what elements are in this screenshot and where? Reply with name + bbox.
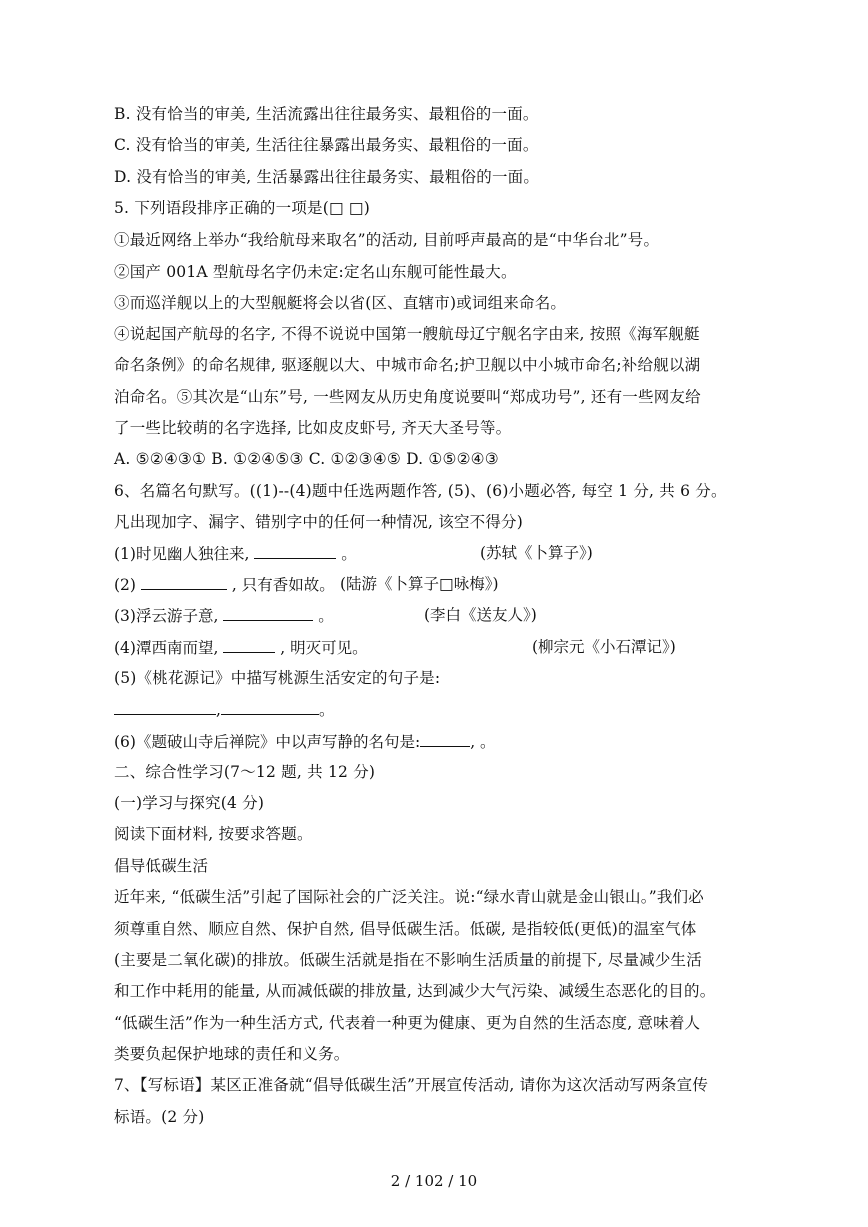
q6-item-1-prefix: (1)时见幽人独往来, (114, 545, 250, 563)
article-para-line-4: 和工作中耗用的能量, 从而减低碳的排放量, 达到减少大气污染、减缓生态恶化的目的。 (114, 982, 716, 1000)
page-number: 2 / 102 / 10 (390, 1172, 478, 1190)
article-para-line-6: 类要负起保护地球的责任和义务。 (114, 1045, 350, 1063)
q6-item-2-blank[interactable] (141, 573, 227, 590)
q6-item-1 (114, 542, 357, 565)
q6-item-2 (114, 573, 335, 596)
q6-item-5-separator: , (216, 701, 221, 719)
q6-item-6-prefix: (6)《题破山寺后禅院》中以声写静的名句是: (114, 733, 421, 751)
q6-item-3-prefix: (3)浮云游子意, (114, 607, 219, 625)
q6-item-5-blank-2[interactable] (221, 698, 319, 715)
q6-item-2-prefix: (2) (114, 576, 136, 594)
q6-item-6 (114, 730, 496, 753)
q6-item-3 (114, 604, 334, 627)
q6-item-5-blank-1[interactable] (114, 698, 216, 715)
q6-stem-2: 凡出现加字、漏字、错别字中的任何一种情况, 该空不得分) (114, 513, 524, 531)
q6-stem-1: 6、名篇名句默写。((1)--(4)题中任选两题作答, (5)、(6)小题必答, 每空 1 分, 共 6 分。 (114, 482, 727, 500)
article-para-line-3: (主要是二氧化碳)的排放。低碳生活就是指在不影响生活质量的前提下, 尽量减少生活 (114, 951, 702, 969)
q6-item-3-blank[interactable] (223, 604, 313, 621)
section-2-sub-1: (一)学习与探究(4 分) (114, 794, 265, 812)
option-b: B. 没有恰当的审美, 生活流露出往往最务实、最粗俗的一面。 (114, 105, 539, 123)
section-2-title: 二、综合性学习(7～12 题, 共 12 分) (114, 763, 376, 781)
q6-item-6-blank[interactable] (420, 730, 470, 747)
article-para-line-1: 近年来, “低碳生活”引起了国际社会的广泛关注。说:“绿水青山就是金山银山。”我们必 (114, 888, 704, 906)
q6-item-3-source: (李白《送友人》) (424, 606, 537, 624)
q6-item-5-answers (114, 698, 334, 721)
q6-item-3-suffix: 。 (318, 607, 334, 625)
article-para-line-2: 须尊重自然、顺应自然、保护自然, 倡导低碳生活。低碳, 是指较低(更低)的温室气体 (114, 920, 697, 938)
q6-item-1-suffix: 。 (341, 545, 357, 563)
q7-stem-2: 标语。(2 分) (114, 1108, 205, 1126)
q6-item-2-suffix: , 只有香如故。 (231, 576, 335, 594)
q6-item-4 (114, 636, 368, 659)
article-para-line-5: “低碳生活”作为一种生活方式, 代表着一种更为健康、更为自然的生活态度, 意味着人 (114, 1014, 701, 1032)
q5-options: A. ⑤②④③① B. ①②④⑤③ C. ①②③④⑤ D. ①⑤②④③ (114, 450, 499, 468)
section-2-instruction: 阅读下面材料, 按要求答题。 (114, 825, 313, 843)
q6-item-5: (5)《桃花源记》中描写桃源生活安定的句子是: (114, 669, 441, 687)
article-heading: 倡导低碳生活 (114, 857, 209, 875)
q6-item-4-blank[interactable] (223, 636, 275, 653)
q6-item-4-source: (柳宗元《小石潭记》) (532, 638, 676, 656)
q6-item-1-blank[interactable] (254, 542, 336, 559)
q6-item-6-suffix: , 。 (470, 733, 496, 751)
q6-item-4-suffix: , 明灭可见。 (280, 639, 368, 657)
q6-item-4-prefix: (4)潭西南而望, (114, 639, 219, 657)
q5-sentence-2: ②国产 001A 型航母名字仍未定:定名山东舰可能性最大。 (114, 263, 517, 281)
q5-stem: 5. 下列语段排序正确的一项是(□ □) (114, 199, 371, 217)
option-d: D. 没有恰当的审美, 生活暴露出往往最务实、最粗俗的一面。 (114, 168, 540, 186)
option-c: C. 没有恰当的审美, 生活往往暴露出最务实、最粗俗的一面。 (114, 136, 539, 154)
q6-item-5-end: 。 (318, 701, 335, 719)
q7-stem-1: 7、【写标语】某区正准备就“倡导低碳生活”开展宣传活动, 请你为这次活动写两条宣传 (114, 1076, 709, 1094)
q5-sentence-4d: 了一些比较萌的名字选择, 比如皮皮虾号, 齐天大圣号等。 (114, 419, 512, 437)
q5-sentence-4a: ④说起国产航母的名字, 不得不说说中国第一艘航母辽宁舰名字由来, 按照《海军舰艇 (114, 325, 700, 343)
q5-sentence-4c: 泊命名。⑤其次是“山东”号, 一些网友从历史角度说要叫“郑成功号”, 还有一些网友给 (114, 388, 701, 406)
q6-item-1-source: (苏轼《卜算子》) (480, 544, 593, 562)
q6-item-2-source: (陆游《卜算子□咏梅》) (340, 575, 499, 593)
q5-sentence-3: ③而巡洋舰以上的大型舰艇将会以省(区、直辖市)或词组来命名。 (114, 294, 567, 312)
q5-sentence-4b: 命名条例》的命名规律, 驱逐舰以大、中城市命名;护卫舰以中小城市命名;补给舰以湖 (114, 356, 701, 374)
q5-sentence-1: ①最近网络上举办“我给航母来取名”的活动, 目前呼声最高的是“中华台北”号。 (114, 231, 660, 249)
